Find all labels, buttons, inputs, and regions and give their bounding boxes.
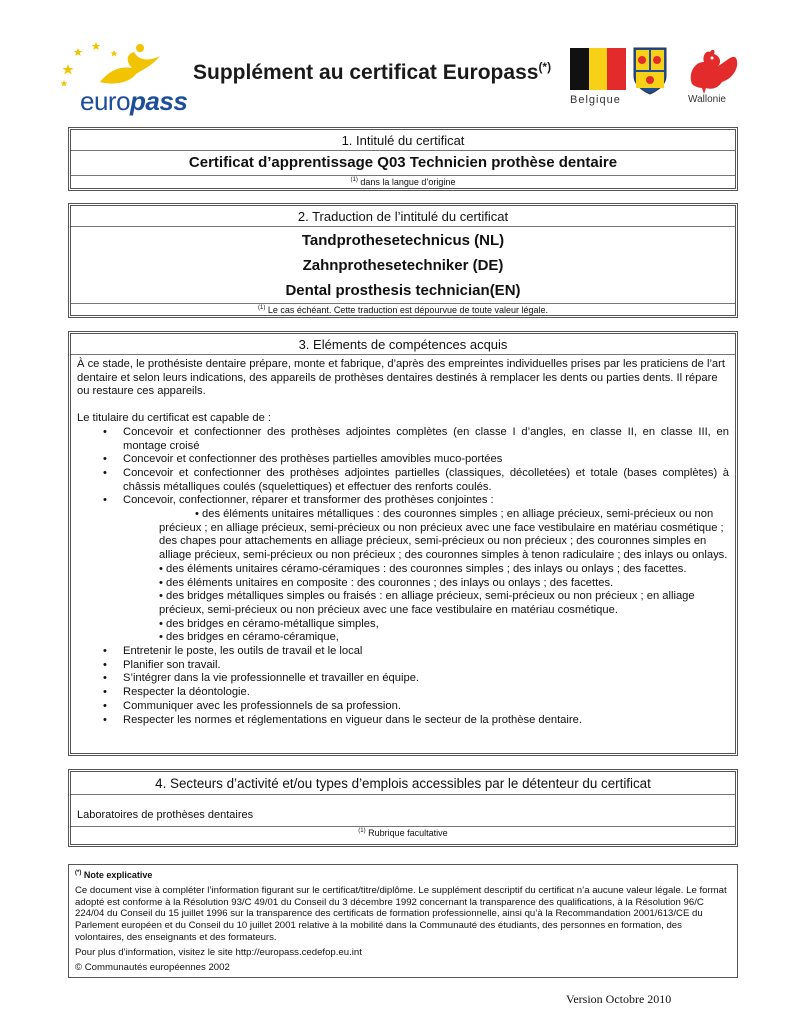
sub-bullet-icon: •: [159, 562, 163, 575]
section-2-footnote: $^{(1)}$ Le cas échéant. Cette traduction est dépourvue de toute valeur légale.: [257, 305, 549, 315]
list-item: • S’intégrer dans la vie professionnelle et travailler en équipe.: [123, 672, 729, 686]
competences-intro: À ce stade, le prothésiste dentaire prépare, monte et fabrique, d’après des empreintes individuelles prises par les praticiens de l’art dentaire et selon leurs indications, des appareils de prothèses dentaires destinés à remplacer les dents ou parties dents. Il répare ou restaure ces appareils.: [77, 358, 725, 398]
note-copyright: © Communautés européennes 2002: [75, 961, 230, 973]
list-item: • Communiquer avec les professionnels de sa profession.: [123, 700, 729, 714]
section-competences: [68, 331, 738, 756]
list-item: • Respecter les normes et réglementations en vigueur dans le secteur de la prothèse dentaire.: [123, 714, 729, 728]
europass-logo-text: europass: [80, 86, 188, 116]
page-header: [60, 40, 740, 120]
page-title: Supplément au certificat Europass(*): [193, 60, 552, 84]
sub-list-item: • des bridges en céramo-céramique,: [159, 631, 339, 644]
belgium-flag-icon: [570, 48, 626, 90]
certificate-title: Certificat d’apprentissage Q03 Technicien prothèse dentaire: [71, 151, 735, 176]
section-1-heading: 1. Intitulé du certificat: [71, 130, 735, 151]
sub-list: [123, 508, 729, 645]
europass-logo: [60, 40, 195, 116]
list-item: [123, 494, 729, 645]
sub-bullet-icon: •: [159, 590, 163, 603]
coat-of-arms-icon: [632, 46, 668, 96]
competences-capable: Le titulaire du certificat est capable de :: [77, 412, 272, 425]
sub-bullet-icon: •: [195, 508, 199, 521]
section-translation: [68, 203, 738, 318]
sectors-text: Laboratoires de prothèses dentaires: [77, 809, 254, 821]
europass-logo-icon: [60, 42, 170, 90]
sub-list-item: • des éléments unitaires céramo-céramiques : des couronnes simples ; des inlays ou onlays ; des facettes.: [159, 562, 687, 575]
translation-nl: Tandprothesetechnicus (NL): [301, 232, 505, 249]
sub-list-item: • des bridges en céramo-métallique simples,: [159, 617, 379, 630]
version-label: Version Octobre 2010: [566, 992, 672, 1006]
list-item-label: Concevoir, confectionner, réparer et transformer des prothèses conjointes :: [123, 494, 494, 507]
note-heading: (*) Note explicative: [75, 870, 153, 880]
section-3-heading: 3. Eléments de compétences acquis: [71, 334, 735, 355]
competences-body: [71, 355, 735, 731]
note-paragraph: Ce document vise à compléter l’information figurant sur le certificat/titre/diplôme. Le supplément descriptif du certificat n’a aucune valeur légale. Le format adopté est conforme à la Résolution 93/C 49/01 du Conseil du 3 décembre 1992 concernant la transparence des qualifications, à la Résolution 96/C 224/04 du Conseil du 15 juillet 1996 sur la transparence des certificats de formation professionnelle, ainsi qu’à la Recommandation 2001/613/CE du Parlement européen et du Conseil du 10 juillet 2001 relative à la mobilité dans la Communauté des étudiants, des personnes en formation, des volontaires, des enseignants et des formateurs.: [75, 884, 727, 943]
belgique-label: Belgique: [570, 94, 621, 106]
list-item: • Planifier son travail.: [123, 659, 729, 673]
section-4-footnote: $^{(1)}$ Rubrique facultative: [358, 828, 448, 838]
sectors-content: [71, 795, 735, 827]
section-4-heading: 4. Secteurs d’activité et/ou types d’emplois accessibles par le détenteur du certificat: [71, 772, 735, 795]
explanatory-note: [68, 864, 738, 978]
sub-bullet-icon: •: [159, 631, 163, 644]
sub-bullet-icon: •: [159, 576, 163, 589]
list-item: • Concevoir et confectionner des prothèses partielles amovibles muco-portées: [123, 453, 729, 467]
section-2-heading: 2. Traduction de l’intitulé du certificat: [71, 206, 735, 227]
section-sectors: [68, 769, 738, 847]
wallonie-label: Wallonie: [688, 94, 726, 105]
walloon-rooster-icon: [682, 44, 740, 96]
section-1-footnote: $^{(1)}$ dans la langue d’origine: [350, 177, 456, 187]
sub-list-item: • des éléments unitaires en composite : des couronnes ; des inlays ou onlays ; des facettes.: [159, 576, 614, 589]
list-item: • Entretenir le poste, les outils de travail et le local: [123, 645, 729, 659]
note-link-text: Pour plus d’information, visitez le site http://europass.cedefop.eu.int: [75, 946, 362, 958]
section-certificate-title: [68, 127, 738, 191]
list-item: • Concevoir et confectionner des prothèses adjointes complètes (en classe I d’angles, en classe II, en classe III, en montage croisé: [123, 426, 729, 453]
competences-list: [77, 426, 729, 727]
translations-block: [71, 227, 735, 304]
sub-list-item: • des éléments unitaires métalliques : des couronnes simples ; en alliage précieux, semi-précieux ou non précieux ; en alliage précieux, semi-précieux ou non précieux avec une face vestibulaire en matériau cosmétique ; des chapes pour attachements en alliage précieux, semi-précieux ou non précieux ; des couronnes simples en alliage précieux, semi-précieux ou non précieux ; des couronnes simples à tenon radiculaire ; des inlays ou onlays.: [159, 508, 728, 562]
translation-en: Dental prosthesis technician(EN): [285, 282, 521, 299]
list-item: • Concevoir et confectionner des prothèses adjointes partielles (classiques, décolletées) et totale (bases complètes) à châssis métalliques coulés (squelettiques) et effectuer des renforts coulés.: [123, 467, 729, 494]
sub-bullet-icon: •: [159, 617, 163, 630]
sub-list-item: • des bridges métalliques simples ou fraisés : en alliage précieux, semi-précieux ou non précieux ; en alliage précieux, semi-précieux ou non précieux avec une face vestibulaire en matériau cosmétique.: [159, 590, 695, 616]
list-item: • Respecter la déontologie.: [123, 686, 729, 700]
translation-de: Zahnprothesetechniker (DE): [302, 257, 504, 274]
